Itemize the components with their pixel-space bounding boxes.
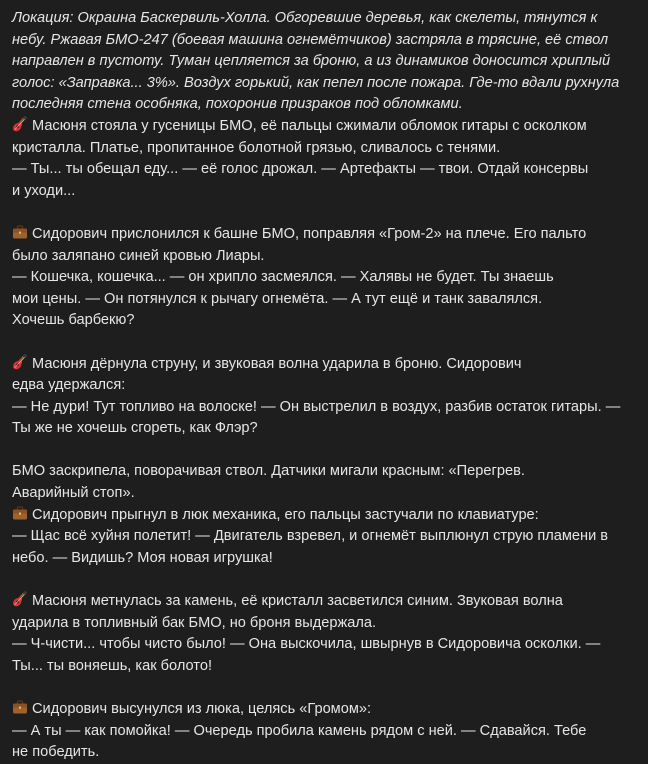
paragraph-gap (12, 332, 638, 354)
paragraph-gap (12, 202, 638, 224)
briefcase-icon (12, 505, 28, 521)
masyunya-paragraph-1 (12, 116, 638, 202)
guitar-icon (12, 354, 28, 370)
paragraph-line: Ты же не хочешь сгореть, как Флэр? (12, 420, 258, 437)
paragraph-line: Сидорович прыгнул в люк механика, его пальцы застучали по клавиатуре: (32, 506, 539, 523)
bmo-paragraph (12, 461, 638, 569)
paragraph-line: Масюня метнулась за камень, её кристалл засветился синим. Звуковая волна (32, 593, 563, 610)
paragraph-line: Ты... ты воняешь, как болото! (12, 657, 212, 674)
intro-line: голос: «Заправка... 3%». Воздух горький, как пепел после пожара. Где-то вдали рухнула (12, 74, 620, 91)
paragraph-line: — Не дури! Тут топливо на волоске! — Он выстрелил в воздух, разбив остаток гитары. — (12, 398, 621, 415)
sidorovich-paragraph-1 (12, 224, 638, 332)
paragraph-line: Хочешь барбекю? (12, 312, 135, 329)
briefcase-icon (12, 699, 28, 715)
paragraph-line: Масюня дёрнула струну, и звуковая волна ударила в броню. Сидорович (32, 355, 522, 372)
paragraph-line: было заляпано синей кровью Лиары. (12, 247, 265, 264)
paragraph-line: ударила в топливный бак БМО, но броня выдержала. (12, 614, 377, 631)
intro-line: небу. Ржавая БМО-247 (боевая машина огнемётчиков) застряла в трясине, её ствол (12, 31, 609, 48)
paragraph-line: не победить. (12, 744, 100, 761)
guitar-icon (12, 591, 28, 607)
intro-line: направлен в пустоту. Туман цепляется за броню, а из динамиков доносится хриплый (12, 53, 611, 70)
paragraph-line: — Ты... ты обещал еду... — её голос дрожал. — Артефакты — твои. Отдай консервы (12, 161, 589, 178)
paragraph-line: кристалла. Платье, пропитанное болотной грязью, сливалось с тенями. (12, 139, 501, 156)
masyunya-paragraph-2 (12, 354, 638, 440)
intro-line: последняя стена особняка, похоронив призраков под обломками. (12, 96, 463, 113)
paragraph-line: Сидорович прислонился к башне БМО, поправляя «Гром-2» на плече. Его пальто (32, 225, 587, 242)
paragraph-gap (12, 440, 638, 462)
guitar-icon (12, 116, 28, 132)
paragraph-line: БМО заскрипела, поворачивая ствол. Датчики мигали красным: «Перегрев. (12, 463, 525, 480)
paragraph-line: мои цены. — Он потянулся к рычагу огнемёта. — А тут ещё и танк завалялся. (12, 290, 543, 307)
paragraph-line: — Щас всё хуйня полетит! — Двигатель взревел, и огнемёт выплюнул струю пламени в (12, 528, 609, 545)
intro-line: Локация: Окраина Баскервиль-Холла. Обгоревшие деревья, как скелеты, тянутся к (12, 10, 598, 26)
paragraph-gap (12, 677, 638, 699)
sidorovich-paragraph-2 (12, 699, 638, 764)
paragraph-gap (12, 569, 638, 591)
intro-paragraph (12, 8, 638, 116)
paragraph-line: Масюня стояла у гусеницы БМО, её пальцы сжимали обломок гитары с осколком (32, 117, 587, 134)
briefcase-icon (12, 224, 28, 240)
paragraph-line: — Кошечка, кошечка... — он хрипло засмеялся. — Халявы не будет. Ты знаешь (12, 269, 554, 286)
masyunya-paragraph-3 (12, 591, 638, 677)
paragraph-line: — Ч-чисти... чтобы чисто было! — Она выскочила, швырнув в Сидоровича осколки. — (12, 636, 601, 653)
paragraph-line: едва удержался: (12, 377, 126, 394)
paragraph-line: и уходи... (12, 182, 76, 199)
paragraph-line: Сидорович высунулся из люка, целясь «Громом»: (32, 701, 372, 717)
paragraph-line: небо. — Видишь? Моя новая игрушка! (12, 549, 273, 566)
paragraph-line: — А ты — как помойка! — Очередь пробила камень рядом с ней. — Сдавайся. Тебе (12, 722, 587, 739)
paragraph-line: Аварийный стоп». (12, 485, 135, 502)
